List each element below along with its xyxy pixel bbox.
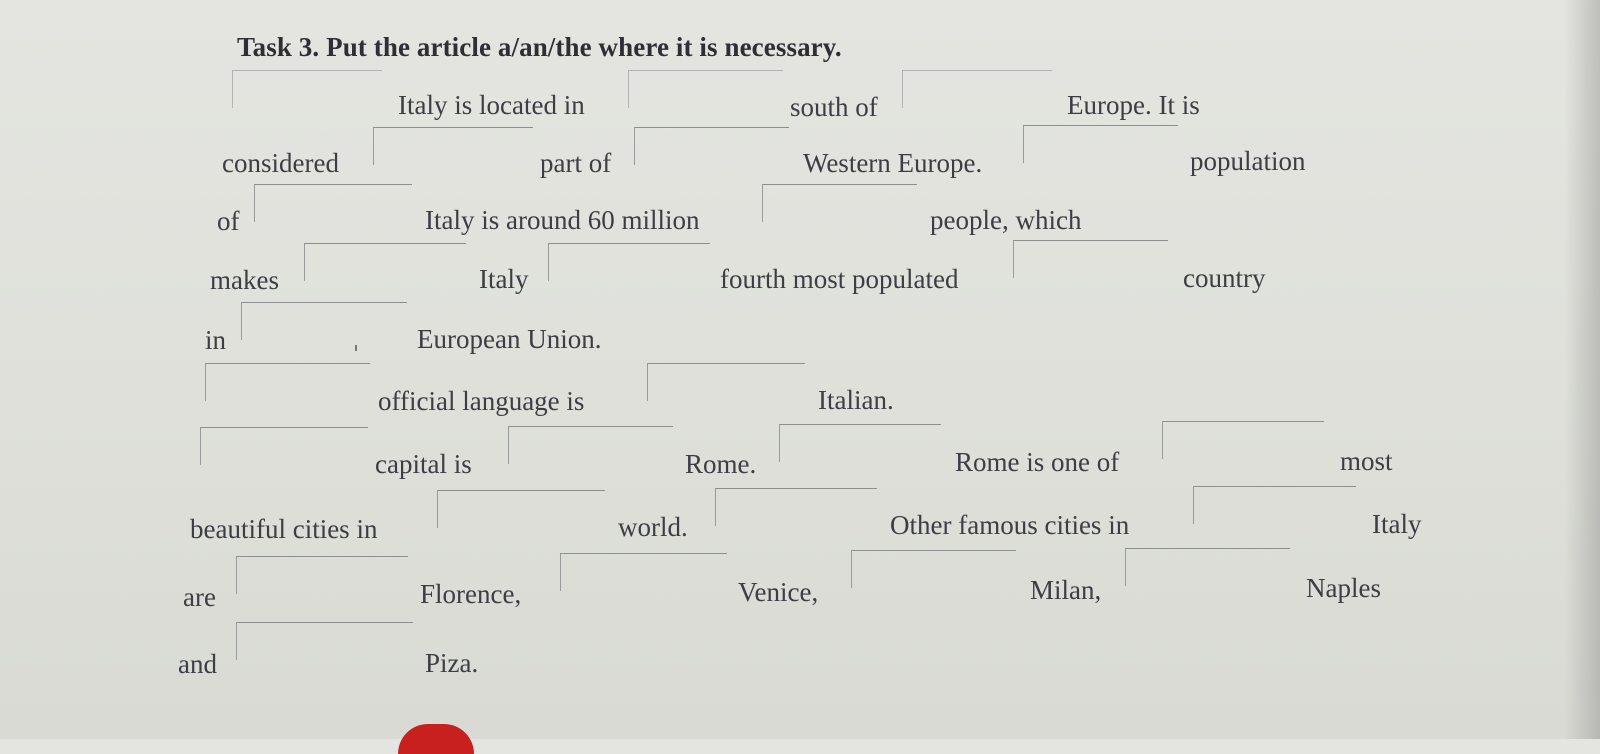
answer-box-5[interactable] (634, 127, 789, 165)
text-other-famous-cities-in: Other famous cities in (890, 510, 1130, 540)
text-italy-is-located-in: Italy is located in (398, 90, 585, 120)
text-milan: Milan, (1030, 575, 1102, 605)
text-official-language-is: official language is (378, 386, 585, 416)
text-european-union: European Union. (417, 324, 602, 354)
page-edge-shadow (1564, 0, 1600, 739)
text-fourth-most-populated: fourth most populated (720, 264, 959, 294)
stray-mark (355, 345, 357, 351)
text-part-of: part of (540, 148, 612, 178)
answer-box-11[interactable] (1013, 240, 1168, 278)
answer-box-17[interactable] (779, 424, 941, 462)
text-florence: Florence, (420, 579, 522, 609)
text-rome: Rome. (685, 449, 757, 479)
answer-box-2[interactable] (628, 70, 783, 108)
text-population: population (1190, 146, 1306, 176)
text-western-europe: Western Europe. (803, 148, 983, 178)
text-venice: Venice, (738, 577, 819, 607)
task-title: Task 3. Put the article a/an/the where it is necessary. (237, 32, 842, 62)
answer-box-25[interactable] (1125, 548, 1290, 586)
answer-box-8[interactable] (762, 184, 917, 222)
answer-box-14[interactable] (647, 363, 805, 401)
answer-box-26[interactable] (236, 622, 413, 660)
answer-box-15[interactable] (200, 427, 368, 465)
text-of: of (217, 206, 240, 236)
text-are: are (183, 582, 216, 612)
answer-box-24[interactable] (851, 550, 1016, 588)
answer-box-19[interactable] (437, 490, 605, 528)
text-most: most (1340, 446, 1393, 476)
answer-box-20[interactable] (715, 488, 877, 526)
answer-box-4[interactable] (373, 127, 533, 165)
text-italy-2: Italy (1372, 509, 1422, 539)
text-people-which: people, which (930, 205, 1082, 235)
answer-box-3[interactable] (902, 70, 1052, 108)
answer-box-7[interactable] (254, 184, 412, 222)
answer-box-16[interactable] (508, 426, 673, 464)
text-south-of: south of (790, 92, 878, 122)
answer-box-9[interactable] (304, 243, 466, 281)
text-italy-is-around-60-million: Italy is around 60 million (425, 205, 700, 235)
answer-box-12[interactable] (241, 302, 407, 340)
answer-box-1[interactable] (232, 70, 382, 108)
text-italian: Italian. (818, 385, 894, 415)
answer-box-18[interactable] (1162, 421, 1324, 459)
answer-box-13[interactable] (205, 363, 370, 401)
text-and: and (178, 649, 217, 679)
text-considered: considered (222, 148, 339, 178)
text-makes: makes (210, 265, 279, 295)
text-piza: Piza. (425, 648, 479, 678)
answer-box-6[interactable] (1023, 125, 1178, 163)
answer-box-10[interactable] (548, 243, 710, 281)
red-object-edge (398, 724, 474, 754)
text-rome-is-one-of: Rome is one of (955, 447, 1120, 477)
text-naples: Naples (1306, 573, 1381, 603)
answer-box-21[interactable] (1193, 486, 1356, 524)
text-italy: Italy (479, 264, 529, 294)
text-europe-it-is: Europe. It is (1067, 90, 1200, 120)
text-country: country (1183, 263, 1266, 293)
answer-box-22[interactable] (236, 556, 408, 594)
text-world: world. (618, 512, 688, 542)
text-capital-is: capital is (375, 449, 472, 479)
text-beautiful-cities-in: beautiful cities in (190, 514, 378, 544)
text-in: in (205, 325, 227, 355)
answer-box-23[interactable] (560, 553, 727, 591)
